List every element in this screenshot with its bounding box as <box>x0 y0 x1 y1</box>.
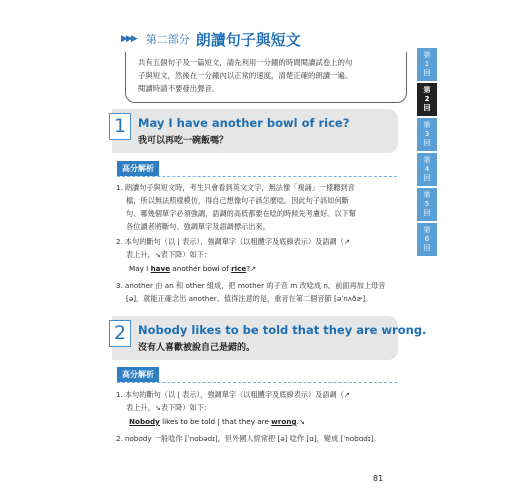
item-text: 本句的斷句（以 | 表示），強調單字（以粗體字及底線表示）及語調（↗ <box>124 237 350 246</box>
tab-prefix: 第 <box>423 121 431 129</box>
tab-number: 3 <box>424 130 430 138</box>
tab-prefix: 第 <box>423 191 431 199</box>
divider <box>117 176 397 177</box>
sentence-chinese: 我可以再吃一碗飯嗎？ <box>138 136 229 146</box>
stressed-word: wrong <box>271 417 297 426</box>
item-text: another 由 an 和 other 組成，把 mother 的子音 m 改唸成 n，前面再加上母音 <box>124 281 386 290</box>
tab-suffix: 回 <box>423 104 431 112</box>
item-text: 句、哪幾個單字必須強調，語調的高低都要在唸的時候先考慮好。以下幫 <box>126 209 357 218</box>
triple-arrow-icon: ▶▶▶ <box>121 34 136 44</box>
sentence-chinese: 沒有人喜歡被說自己是錯的。 <box>138 343 256 353</box>
tab-round-5[interactable] <box>417 188 437 221</box>
round-tabs <box>417 48 437 258</box>
item-number: 1. <box>116 390 123 399</box>
stressed-word: have <box>150 264 171 273</box>
analysis-item <box>116 432 402 445</box>
item-text: 朗讀句子與短文時，考生只會看到英文文字，無法像「複誦」一樣聽到音 <box>124 183 355 192</box>
item-text: 各位讀者將斷句、強調單字及語調標示出來。 <box>126 222 270 231</box>
instructions-line: 共有五個句子及一篇短文，請先利用一分鐘的時間閱讀試卷上的句 <box>138 58 353 67</box>
tab-number: 1 <box>424 60 430 68</box>
sentence-english: May I have another bowl of rice? <box>138 116 350 130</box>
analysis-badge: 高分解析 <box>117 161 159 176</box>
tab-suffix: 回 <box>423 139 431 147</box>
item-text: [ə]，就能正確念出 another。值得注意的是，重音在第二個音節 [əˈnʌðɚ]。 <box>126 294 373 303</box>
item-number: 1. <box>116 183 123 192</box>
item-text: 表上升，↘表下降）如下： <box>126 403 212 412</box>
tab-number: 4 <box>424 165 430 173</box>
item-number: 2. <box>116 434 123 443</box>
tab-prefix: 第 <box>423 156 431 164</box>
tab-suffix: 回 <box>423 174 431 182</box>
tab-round-3[interactable] <box>417 118 437 151</box>
analysis-item <box>116 279 402 305</box>
sentence-number: 2 <box>109 320 131 347</box>
tab-suffix: 回 <box>423 69 431 77</box>
tab-suffix: 回 <box>423 244 431 252</box>
example-sentence <box>129 417 305 426</box>
example-text: likes to be told | that they are <box>159 417 272 426</box>
tab-prefix: 第 <box>423 226 431 234</box>
divider <box>117 382 397 383</box>
section-header <box>121 27 301 51</box>
item-text: 檔，所以無法照樣模仿，得自己想像句子該怎麼唸。因此句子該如何斷 <box>126 196 349 205</box>
item-text: 表上升，↘表下降）如下： <box>126 250 212 259</box>
tab-round-1[interactable] <box>417 48 437 81</box>
item-text: 本句的斷句（以 | 表示），強調單字（以粗體字及底線表示）及語調（↗ <box>124 390 350 399</box>
analysis-item <box>116 181 402 233</box>
item-text: nobody 一般唸作 [ˈnobədɪ]，但外國人經常把 [ə] 唸作 [ɑ]，變成 [ˈnobɑdɪ]。 <box>124 434 381 443</box>
analysis-item <box>116 235 402 261</box>
page-number: 81 <box>373 474 384 483</box>
analysis-item <box>116 388 402 414</box>
tab-round-6[interactable] <box>417 223 437 256</box>
instructions-box <box>125 52 407 103</box>
tab-round-4[interactable] <box>417 153 437 186</box>
intonation-mark: ?↗ <box>246 264 257 273</box>
tab-prefix: 第 <box>423 51 431 59</box>
intonation-mark: .↘ <box>296 417 305 426</box>
instructions-line: 閱讀時請不要發出聲音。 <box>138 84 220 93</box>
sentence-number: 1 <box>109 113 131 140</box>
tab-number: 2 <box>424 95 430 103</box>
example-text: another bowl of <box>170 264 232 273</box>
part-label: 第二部分 <box>145 33 190 46</box>
tab-number: 5 <box>424 200 430 208</box>
item-number: 3. <box>116 281 123 290</box>
page-title: 朗讀句子與短文 <box>195 30 301 49</box>
example-text: May I <box>129 264 151 273</box>
stressed-word: Nobody <box>129 417 160 426</box>
analysis-badge: 高分解析 <box>117 367 159 382</box>
tab-prefix: 第 <box>423 86 431 94</box>
item-number: 2. <box>116 237 123 246</box>
instructions-line: 子與短文，然後在一分鐘內以正常的速度，清楚正確的朗讀一遍。 <box>138 71 353 80</box>
tab-suffix: 回 <box>423 209 431 217</box>
example-sentence <box>129 264 256 273</box>
tab-number: 6 <box>424 235 430 243</box>
sentence-english: Nobody likes to be told that they are wrong. <box>138 323 427 337</box>
tab-round-2[interactable] <box>417 83 437 116</box>
stressed-word: rice <box>231 264 247 273</box>
